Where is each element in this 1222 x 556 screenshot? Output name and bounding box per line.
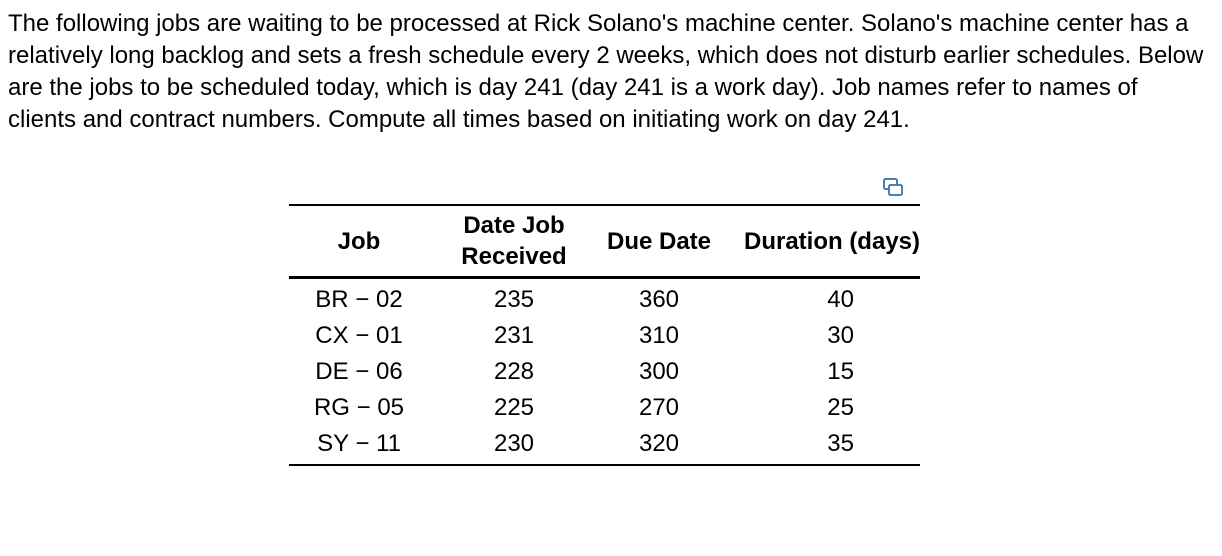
table-row <box>289 390 920 426</box>
cell-duration: 40 <box>827 286 854 313</box>
table-row <box>289 278 920 319</box>
header-duration: Duration (days) <box>743 227 920 255</box>
problem-statement: The following jobs are waiting to be processed at Rick Solano's machine center. Solano's machine center has a relatively long backlog and sets a fresh schedule every 2 weeks, which does not disturb earlier schedules. Below are the jobs to be scheduled today, which is day 241 (day 241 is a work day). Job names refer to names of clients and contract numbers. Compute all times based on initiating work on day 241. <box>8 10 1204 133</box>
cell-due: 320 <box>638 430 680 457</box>
table-row <box>289 354 920 390</box>
cell-job: BR − 02 <box>315 286 403 313</box>
table-row <box>289 318 920 354</box>
cell-job: SY − 11 <box>317 430 401 457</box>
copy-icon[interactable] <box>882 176 904 198</box>
jobs-table <box>289 204 920 466</box>
cell-job: CX − 01 <box>315 322 403 349</box>
table-header-row <box>289 205 920 278</box>
cell-received: 231 <box>493 322 535 349</box>
header-date-received-line2: Received <box>461 243 567 270</box>
cell-received: 230 <box>493 430 535 457</box>
cell-due: 310 <box>638 322 680 349</box>
table-row <box>289 426 920 465</box>
header-due-date: Due Date <box>606 227 712 255</box>
cell-job: RG − 05 <box>313 394 405 421</box>
cell-due: 300 <box>638 358 680 385</box>
cell-duration: 15 <box>827 358 854 385</box>
cell-due: 270 <box>638 394 680 421</box>
cell-received: 225 <box>493 394 535 421</box>
cell-received: 235 <box>493 286 535 313</box>
cell-duration: 25 <box>827 394 854 421</box>
header-date-received <box>429 205 599 278</box>
cell-duration: 30 <box>827 322 854 349</box>
cell-duration: 35 <box>827 430 854 457</box>
header-job: Job <box>337 227 381 255</box>
header-date-received-line1: Date Job <box>463 212 565 239</box>
cell-due: 360 <box>638 286 680 313</box>
cell-job: DE − 06 <box>315 358 403 385</box>
cell-received: 228 <box>493 358 535 385</box>
